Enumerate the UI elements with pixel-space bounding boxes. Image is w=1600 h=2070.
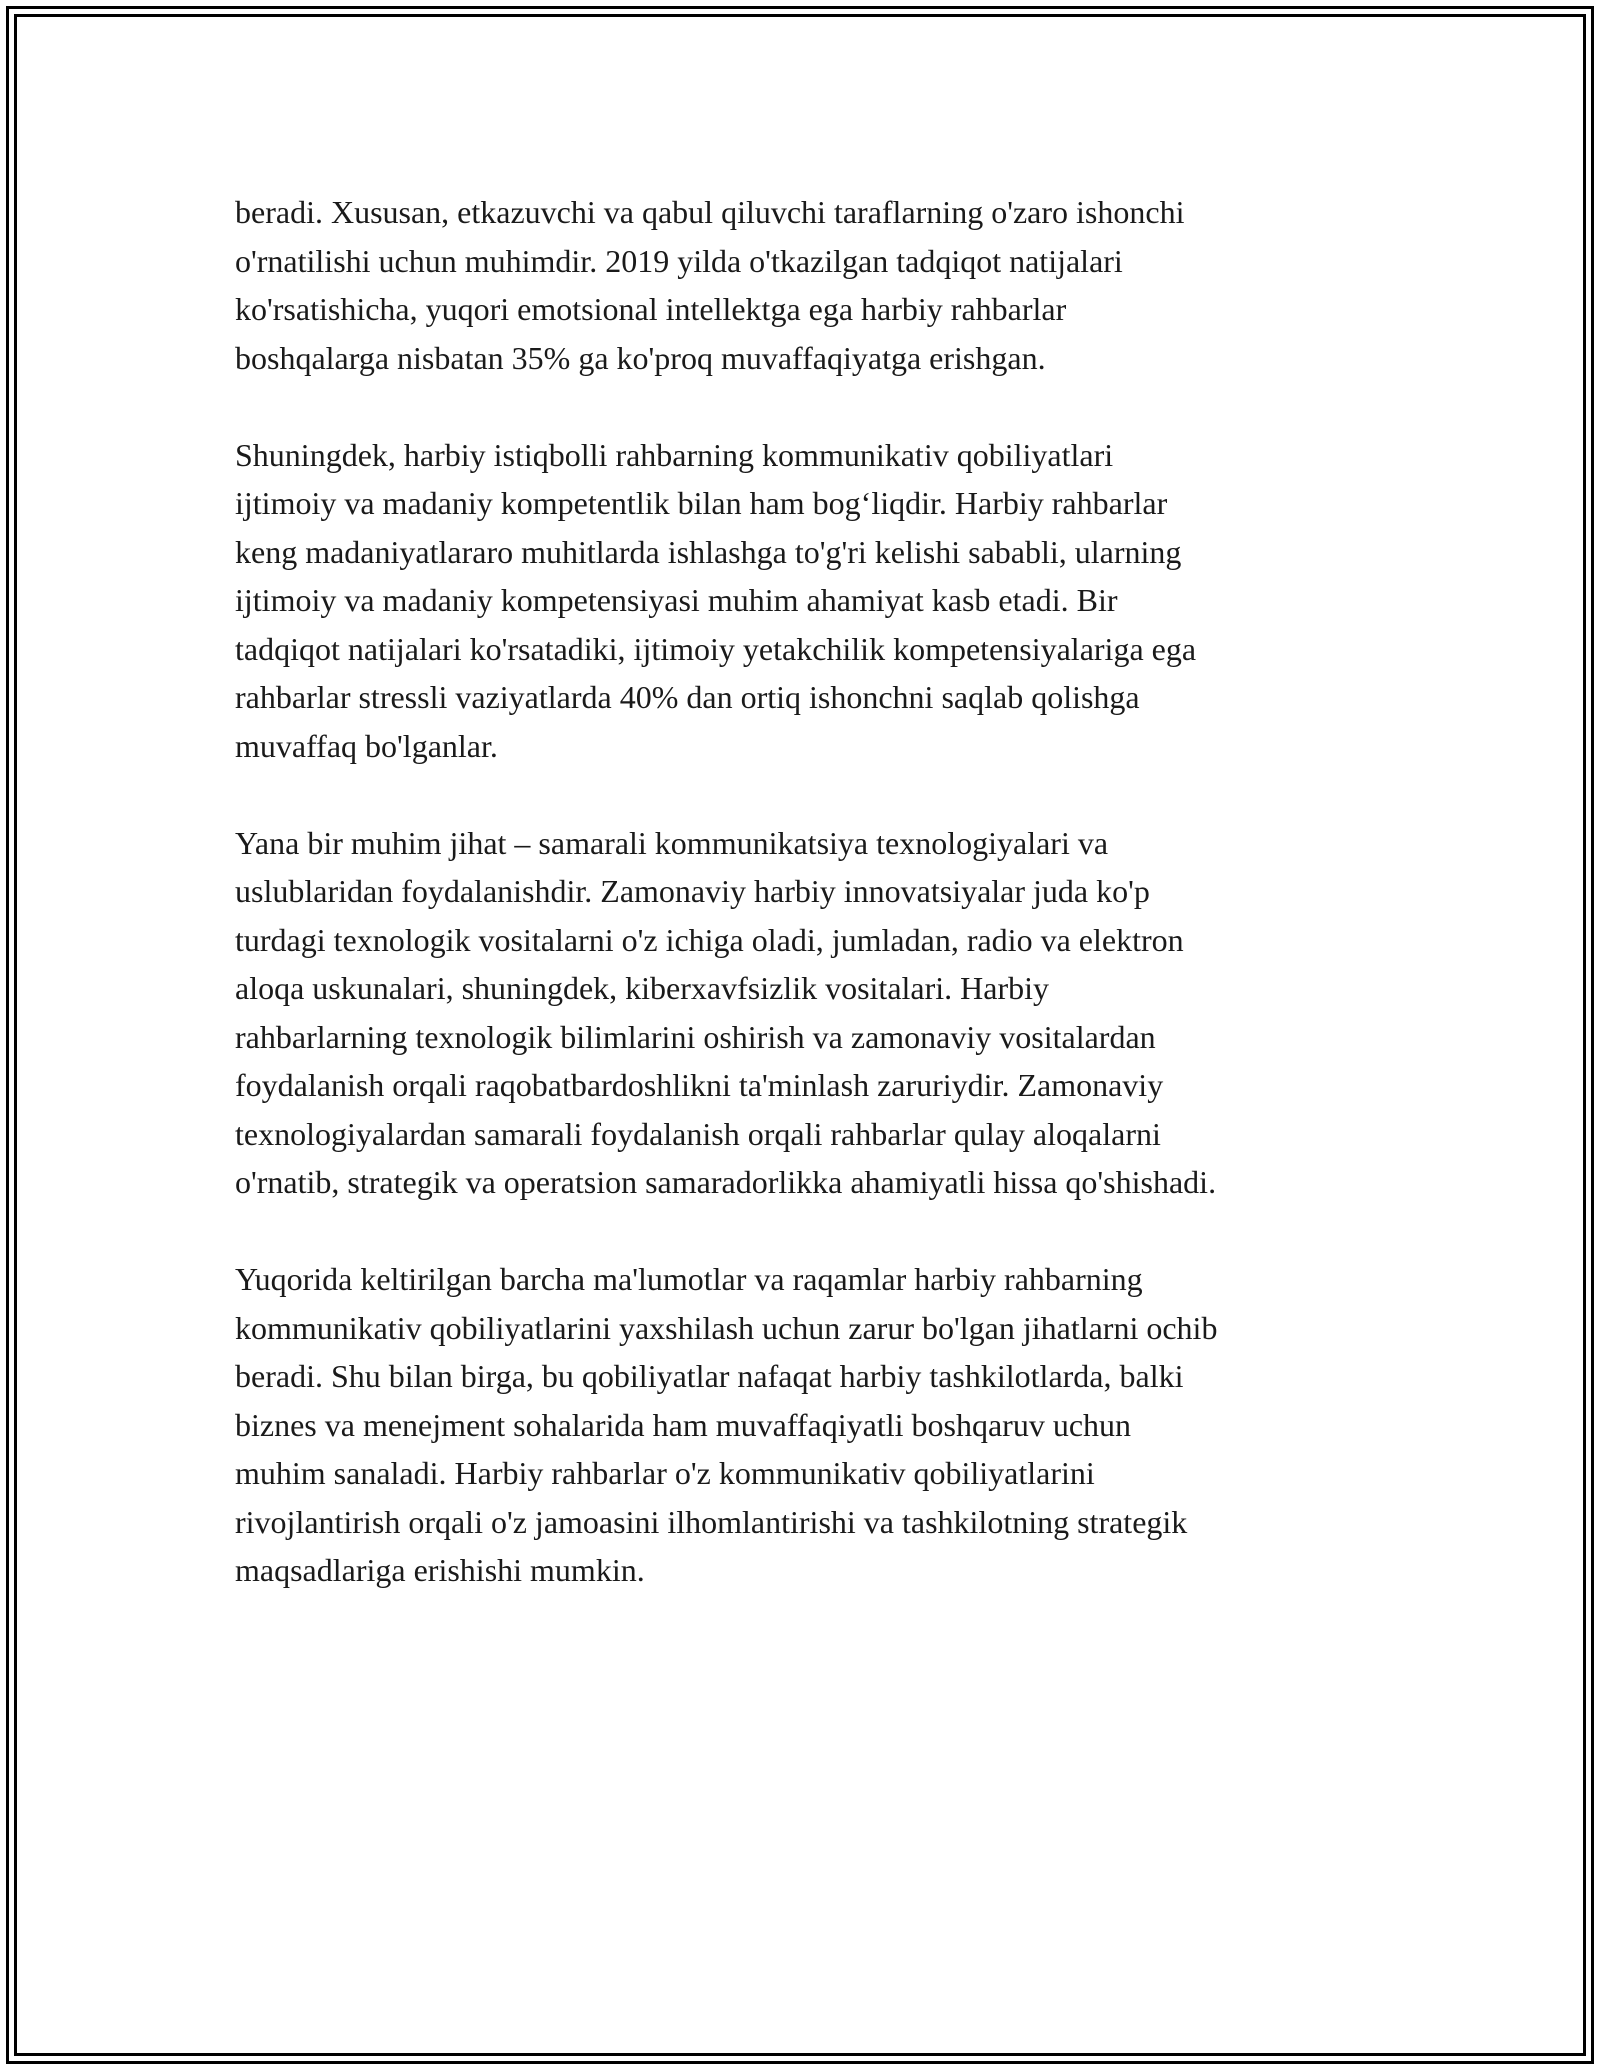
text-line: kommunikativ qobiliyatlarini yaxshilash uchun zarur bo'lgan jihatlarni ochib: [235, 1309, 1218, 1346]
text-line: ko'rsatishicha, yuqori emotsional intellektga ega harbiy rahbarlar: [235, 291, 1067, 327]
paragraph-3: [235, 819, 1385, 1207]
text-line: ijtimoiy va madaniy kompetentlik bilan ham bog‘liqdir. Harbiy rahbarlar: [235, 485, 1168, 521]
text-line: keng madaniyatlararo muhitlarda ishlashga to'g'ri kelishi sababli, ularning: [235, 533, 1182, 570]
text-line: o'rnatilishi uchun muhimdir. 2019 yilda o'tkazilgan tadqiqot natijalari: [235, 242, 1123, 279]
text-line: rahbarlar stressli vaziyatlarda 40% dan ortiq ishonchni saqlab qolishga: [235, 679, 1140, 715]
text-line: rivojlantirish orqali o'z jamoasini ilhomlantirishi va tashkilotning strategik: [235, 1503, 1188, 1540]
text-line: beradi. Shu bilan birga, bu qobiliyatlar nafaqat harbiy tashkilotlarda, balki: [235, 1358, 1184, 1394]
text-line: turdagi texnologik vositalarni o'z ichiga oladi, jumladan, radio va elektron: [235, 921, 1184, 958]
text-line: o'rnatib, strategik va operatsion samaradorlikka ahamiyatli hissa qo'shishadi.: [235, 1164, 1217, 1200]
paragraph-2: [235, 431, 1385, 771]
text-line: boshqalarga nisbatan 35% ga ko'proq muvaffaqiyatga erishgan.: [235, 339, 1046, 376]
text-line: tadqiqot natijalari ko'rsatadiki, ijtimoiy yetakchilik kompetensiyalariga ega: [235, 630, 1197, 667]
text-line: aloqa uskunalari, shuningdek, kiberxavfsizlik vositalari. Harbiy: [235, 970, 1050, 1006]
document-body: [235, 188, 1385, 1643]
text-line: Yuqorida keltirilgan barcha ma'lumotlar va raqamlar harbiy rahbarning: [235, 1261, 1143, 1297]
text-line: ijtimoiy va madaniy kompetensiyasi muhim ahamiyat kasb etadi. Bir: [235, 582, 1118, 618]
text-line: uslublaridan foydalanishdir. Zamonaviy harbiy innovatsiyalar juda ko'p: [235, 873, 1150, 909]
paragraph-1: [235, 188, 1385, 382]
text-line: biznes va menejment sohalarida ham muvaffaqiyatli boshqaruv uchun: [235, 1406, 1132, 1443]
text-line: Shuningdek, harbiy istiqbolli rahbarning kommunikativ qobiliyatlari: [235, 436, 1114, 473]
text-line: foydalanish orqali raqobatbardoshlikni ta'minlash zaruriydir. Zamonaviy: [235, 1067, 1164, 1103]
text-line: Yana bir muhim jihat – samarali kommunikatsiya texnologiyalari va: [235, 824, 1109, 861]
text-line: rahbarlarning texnologik bilimlarini oshirish va zamonaviy vositalardan: [235, 1018, 1156, 1055]
text-line: beradi. Xususan, etkazuvchi va qabul qiluvchi taraflarning o'zaro ishonchi: [235, 194, 1185, 230]
text-line: muhim sanaladi. Harbiy rahbarlar o'z kommunikativ qobiliyatlarini: [235, 1455, 1095, 1491]
text-line: texnologiyalardan samarali foydalanish orqali rahbarlar qulay aloqalarni: [235, 1115, 1161, 1152]
text-line: maqsadlariga erishishi mumkin.: [235, 1552, 645, 1588]
paragraph-4: [235, 1255, 1385, 1595]
text-line: muvaffaq bo'lganlar.: [235, 727, 498, 764]
